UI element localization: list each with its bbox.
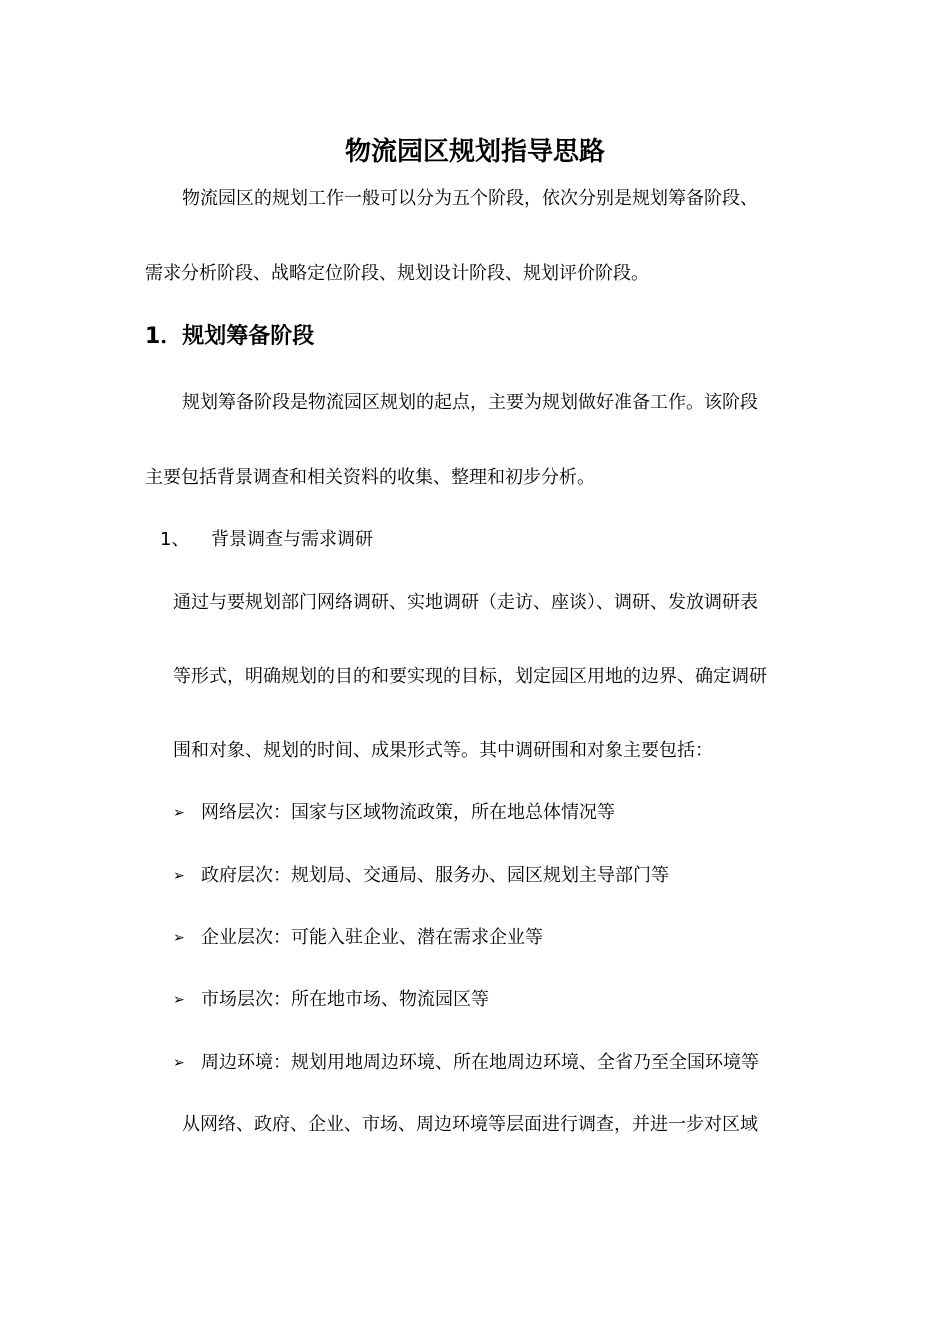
bullet-item: 网络层次：国家与区域物流政策，所在地总体情况等 (201, 802, 615, 823)
bullet-arrow-icon: ➢ (173, 930, 185, 946)
subsection-title: 背景调查与需求调研 (211, 529, 373, 550)
subsection-number: 1、 (160, 529, 190, 550)
document-title: 物流园区规划指导思路 (344, 137, 605, 167)
intro-line-2: 需求分析阶段、战略定位阶段、规划设计阶段、规划评价阶段。 (145, 263, 649, 284)
section-paragraph-line-1: 规划筹备阶段是物流园区规划的起点，主要为规划做好准备工作。该阶段 (182, 392, 758, 413)
intro-line-1: 物流园区的规划工作一般可以分为五个阶段，依次分别是规划筹备阶段、 (182, 188, 758, 209)
section-heading: 1．规划筹备阶段 (145, 324, 315, 349)
bullet-arrow-icon: ➢ (173, 992, 185, 1008)
bullet-arrow-icon: ➢ (173, 868, 185, 884)
bullet-item: 企业层次：可能入驻企业、潜在需求企业等 (201, 927, 543, 948)
subsection-paragraph-line-3: 围和对象、规划的时间、成果形式等。其中调研围和对象主要包括： (173, 740, 713, 761)
section-paragraph-line-2: 主要包括背景调查和相关资料的收集、整理和初步分析。 (145, 467, 595, 488)
subsection-paragraph-line-1: 通过与要规划部门网络调研、实地调研（走访、座谈）、调研、发放调研表 (173, 592, 758, 613)
closing-line: 从网络、政府、企业、市场、周边环境等层面进行调查，并进一步对区域 (182, 1114, 758, 1135)
subsection-paragraph-line-2: 等形式，明确规划的目的和要实现的目标，划定园区用地的边界、确定调研 (173, 666, 767, 687)
bullet-arrow-icon: ➢ (173, 805, 185, 821)
bullet-item: 政府层次：规划局、交通局、服务办、园区规划主导部门等 (201, 865, 669, 886)
bullet-item: 市场层次：所在地市场、物流园区等 (201, 989, 489, 1010)
bullet-item: 周边环境：规划用地周边环境、所在地周边环境、全省乃至全国环境等 (201, 1052, 759, 1073)
bullet-arrow-icon: ➢ (173, 1055, 185, 1071)
